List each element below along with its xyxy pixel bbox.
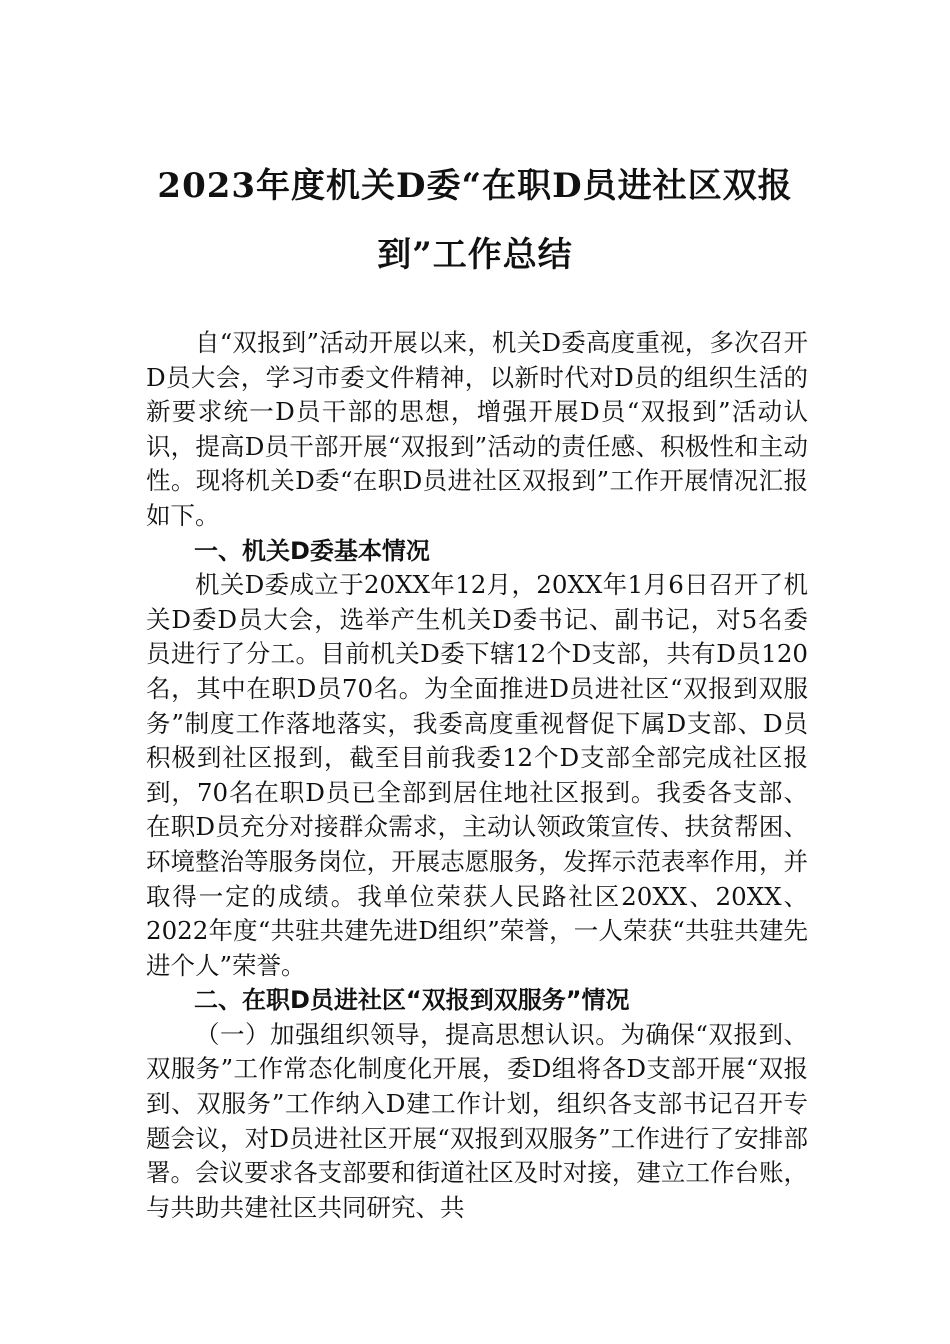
- section-1-heading: 一、机关D委基本情况: [194, 536, 430, 565]
- document-title-line-1: 2023年度机关D委“在职D员进社区双报: [157, 166, 793, 206]
- intro-paragraph: 自“双报到”活动开展以来，机关D委高度重视，多次召开D员大会，学习市委文件精神，以新时代对D员的组织生活的新要求统一D员干部的思想，增强开展D员“双报到”活动认识，提高D员干部开展“双报到”活动的责任感、积极性和主动性。现将机关D委“在职D员进社区双报到”工作开展情况汇报如下。: [146, 328, 808, 530]
- document-body: [146, 326, 808, 1225]
- section-2-heading: 二、在职D员进社区“双报到双服务”情况: [194, 986, 630, 1015]
- section-1-paragraph: 机关D委成立于20XX年12月，20XX年1月6日召开了机关D委D员大会，选举产生机关D委书记、副书记，对5名委员进行了分工。目前机关D委下辖12个D支部，共有D员120名，其中在职D员70名。为全面推进D员进社区“双报到双服务”制度工作落地落实，我委高度重视督促下属D支部、D员积极到社区报到，截至目前我委12个D支部全部完成社区报到，70名在职D员已全部到居住地社区报到。我委各支部、在职D员充分对接群众需求，主动认领政策宣传、扶贫帮困、环境整治等服务岗位，开展志愿服务，发挥示范表率作用，并取得一定的成绩。我单位荣获人民路社区20XX、20XX、2022年度“共驻共建先进D组织”荣誉，一人荣获“共驻共建先进个人”荣誉。: [146, 570, 808, 980]
- document-title-line-2: 到”工作总结: [377, 235, 573, 275]
- section-2-paragraph: （一）加强组织领导，提高思想认识。为确保“双报到、双服务”工作常态化制度化开展，委D组将各D支部开展“双报到、双服务”工作纳入D建工作计划，组织各支部书记召开专题会议，对D员进社区开展“双报到双服务”工作进行了安排部署。会议要求各支部要和街道社区及时对接，建立工作台账，与共助共建社区共同研究、共: [146, 1019, 808, 1222]
